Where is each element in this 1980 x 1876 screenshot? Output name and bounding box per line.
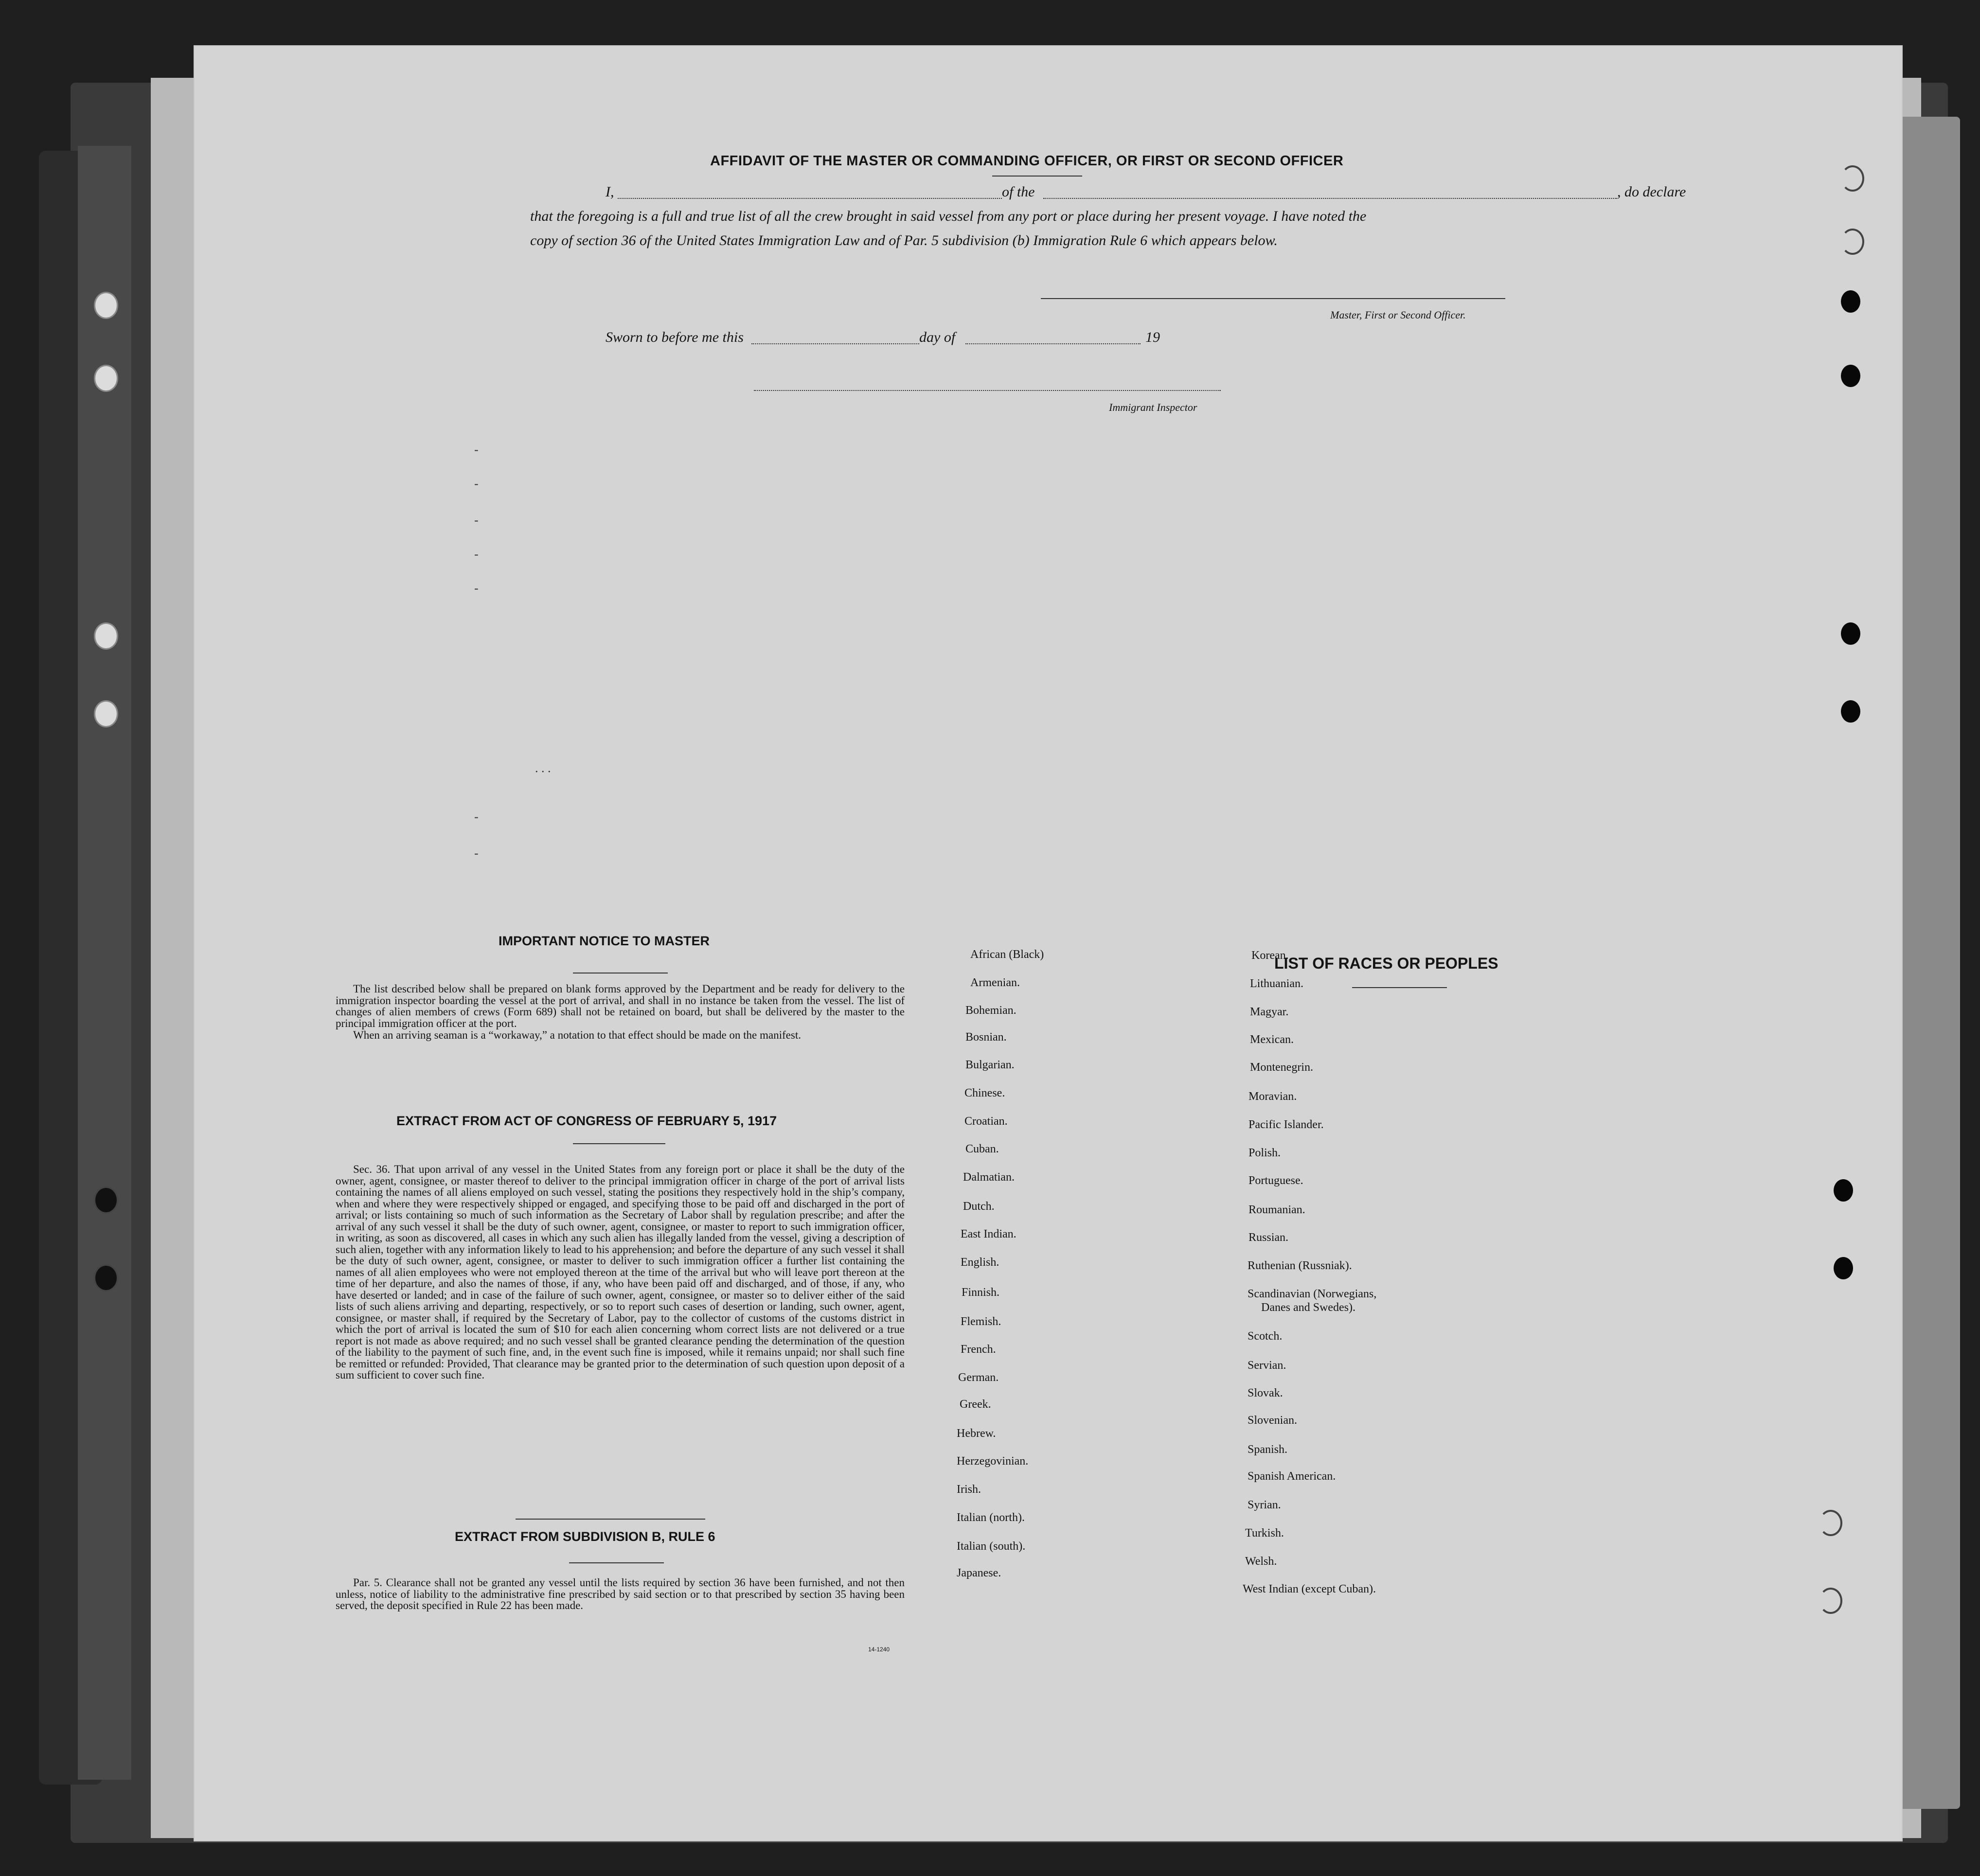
binder-hole-strip	[78, 146, 131, 1780]
race-item: Finnish.	[962, 1286, 1000, 1299]
binder-hole	[94, 622, 118, 650]
race-item: Italian (north).	[957, 1511, 1025, 1524]
race-item: Slovenian.	[1248, 1414, 1297, 1427]
race-item: German.	[958, 1371, 999, 1384]
stray-mark: -	[474, 547, 479, 561]
race-item: Greek.	[960, 1398, 991, 1411]
divider	[573, 1143, 665, 1144]
race-item: Croatian.	[964, 1115, 1008, 1128]
signature-line[interactable]	[1041, 298, 1505, 299]
race-item: Montenegrin.	[1250, 1061, 1313, 1074]
stray-mark: -	[474, 581, 479, 595]
race-item: Dutch.	[963, 1200, 995, 1213]
act-extract-heading: EXTRACT FROM ACT OF CONGRESS OF FEBRUARY 5, 1917	[396, 1114, 777, 1128]
race-item: Syrian.	[1248, 1499, 1281, 1511]
race-item: Hebrew.	[957, 1427, 996, 1440]
affidavit-i-label: I,	[606, 184, 614, 200]
binder-hole	[94, 365, 118, 392]
race-item: Magyar.	[1250, 1006, 1289, 1018]
binder-hole	[94, 292, 118, 319]
race-item: Portuguese.	[1249, 1174, 1303, 1187]
race-item: Moravian.	[1249, 1090, 1297, 1103]
race-item: Mexican.	[1250, 1033, 1294, 1046]
sworn-day-field[interactable]	[751, 343, 919, 344]
punch-hole	[1841, 290, 1860, 313]
manifest-back-page	[195, 46, 1902, 1841]
notice-paragraph-2: When an arriving seaman is a “workaway,” a notation to that effect should be made on the manifest.	[353, 1029, 801, 1041]
race-item: Herzegovinian.	[957, 1455, 1029, 1468]
race-item: Spanish.	[1248, 1443, 1288, 1456]
race-item: Scotch.	[1248, 1330, 1283, 1343]
races-heading: LIST OF RACES OR PEOPLES	[1274, 955, 1498, 972]
punch-hole	[1841, 165, 1864, 192]
race-item: Cuban.	[965, 1143, 999, 1155]
race-item: Welsh.	[1245, 1555, 1277, 1568]
affidavit-line-3: copy of section 36 of the United States Immigration Law and of Par. 5 subdivision (b) Immigration Rule 6 which appears below.	[530, 232, 1278, 248]
race-item: Chinese.	[964, 1087, 1005, 1099]
race-item: West Indian (except Cuban).	[1243, 1583, 1376, 1595]
notice-heading: IMPORTANT NOTICE TO MASTER	[499, 934, 710, 948]
affidavit-title: AFFIDAVIT OF THE MASTER OR COMMANDING OFFICER, OR FIRST OR SECOND OFFICER	[710, 153, 1344, 169]
stray-mark: . . .	[535, 761, 551, 775]
stray-mark: -	[474, 513, 479, 527]
race-item: Dalmatian.	[963, 1171, 1015, 1184]
signature-caption: Master, First or Second Officer.	[1330, 309, 1466, 321]
binder-hole	[94, 700, 118, 727]
inspector-caption: Immigrant Inspector	[1109, 401, 1197, 413]
divider	[1352, 987, 1447, 988]
race-item: Roumanian.	[1249, 1203, 1305, 1216]
punch-hole	[1841, 700, 1860, 723]
race-item: East Indian.	[961, 1228, 1017, 1240]
sworn-label: Sworn to before me this	[606, 329, 744, 345]
race-item: Ruthenian (Russniak).	[1248, 1259, 1352, 1272]
stray-mark: -	[474, 810, 479, 824]
race-item: French.	[961, 1343, 996, 1356]
binder-hole	[94, 1264, 118, 1292]
form-code: 14-1240	[868, 1646, 890, 1653]
divider	[569, 1562, 664, 1563]
notice-paragraph-1: The list described below shall be prepared on blank forms approved by the Department and be ready for delivery to the immigration inspector boarding the vessel at the port of arrival, and shall in no instance be taken from the vessel. The list of changes of alien members of crews (Form 689) shall not be retained on board, but shall be delivered by the master to the principal immigration officer at the port.	[336, 983, 905, 1029]
name-field[interactable]	[618, 198, 1002, 199]
race-item: Danes and Swedes).	[1261, 1301, 1356, 1314]
punch-hole	[1841, 622, 1860, 645]
race-item: Spanish American.	[1248, 1470, 1336, 1483]
race-item: Servian.	[1248, 1359, 1286, 1372]
race-item: African (Black)	[970, 948, 1044, 961]
race-item: Bulgarian.	[965, 1059, 1015, 1071]
race-item: Turkish.	[1245, 1527, 1284, 1540]
sworn-month-field[interactable]	[965, 343, 1141, 344]
race-item: Russian.	[1249, 1231, 1289, 1244]
race-item: Lithuanian.	[1250, 977, 1303, 990]
race-item: Scandinavian (Norwegians,	[1248, 1288, 1377, 1300]
punch-hole	[1834, 1179, 1853, 1202]
race-item: Pacific Islander.	[1249, 1118, 1324, 1131]
punch-hole	[1841, 229, 1864, 255]
race-item: Armenian.	[970, 976, 1020, 989]
sworn-day-of-label: day of	[919, 329, 956, 345]
binder-hole	[94, 1186, 118, 1214]
punch-hole	[1834, 1257, 1853, 1279]
race-item: Slovak.	[1248, 1387, 1283, 1399]
race-item: Flemish.	[961, 1315, 1001, 1328]
punch-hole	[1841, 365, 1860, 387]
race-item: Italian (south).	[957, 1540, 1026, 1553]
punch-hole	[1819, 1510, 1842, 1536]
rule-extract-text: Par. 5. Clearance shall not be granted any vessel until the lists required by section 36 have been furnished, and not then unless, notice of liability to the administrative fine prescribed by said section or to that prescribed by section 35 having been served, the deposit specified in Rule 22 has been made.	[336, 1576, 905, 1611]
stray-mark: -	[474, 442, 479, 457]
affidavit-of-the-label: of the	[1002, 184, 1035, 200]
punch-hole	[1819, 1588, 1842, 1614]
divider	[516, 1519, 705, 1520]
race-item: Polish.	[1249, 1147, 1281, 1159]
divider	[992, 176, 1082, 177]
affidavit-declare-label: , do declare	[1617, 184, 1686, 200]
stray-mark: -	[474, 846, 479, 860]
vessel-field[interactable]	[1043, 198, 1617, 199]
rule-extract-heading: EXTRACT FROM SUBDIVISION B, RULE 6	[455, 1529, 715, 1544]
race-item: Korean.	[1251, 949, 1289, 962]
race-item: Bosnian.	[965, 1031, 1007, 1044]
race-item: Bohemian.	[965, 1004, 1017, 1017]
sworn-year-prefix: 19	[1145, 329, 1160, 345]
act-extract-text: Sec. 36. That upon arrival of any vessel in the United States from any foreign port or place it shall be the duty of the owner, agent, consignee, or master thereof to deliver to the principal immigration officer in charge of the port of arrival lists containing the names of all aliens employed on such vessel, stating the positions they respectively hold in the ship’s company, when and where they were respectively shipped or engaged, and specifying those to be paid off and discharged in the port of arrival; or lists containing so much of such information as the Secretary of Labor shall by regulation prescribe; and after the arrival of any such vessel it shall be the duty of such owner, agent, consignee, or master to report to such immigration officer, in writing, as soon as discovered, all cases in which any such alien has illegally landed from the vessel, giving a description of such alien, together with any information likely to lead to his apprehension; and before the departure of any such vessel it shall be the duty of such owner, agent, consignee, or master to deliver to such immigration officer a further list containing the names of all alien employees who were not employed thereon at the time of the arrival but who will leave port thereon at the time of her departure, and also the names of those, if any, who have been paid off and discharged, and of those, if any, who have deserted or landed; and in case of the failure of such owner, agent, consignee, or master so to deliver either of the said lists of such aliens arriving and departing, respectively, or so to report such cases of desertion or landing, such owner, agent, consignee, or master shall, if required by the Secretary of Labor, pay to the collector of customs of the customs district in which the port of arrival is located the sum of $10 for each alien concerning whom correct lists are not delivered or a true report is not made as above required; and no such vessel shall be granted clearance pending the determination of the question of the liability to the payment of such fine, and, in the event such fine is imposed, while it remains unpaid; nor shall such fine be remitted or refunded: Provided, That clearance may be granted prior to the determination of such question upon deposit of a sum sufficient to cover such fine.	[336, 1163, 905, 1381]
inspector-signature-field[interactable]	[754, 390, 1221, 391]
race-item: English.	[961, 1256, 999, 1269]
affidavit-line-2: that the foregoing is a full and true list of all the crew brought in said vessel from any port or place during her present voyage. I have noted the	[530, 208, 1367, 224]
stray-mark: -	[474, 477, 479, 491]
race-item: Irish.	[957, 1483, 981, 1496]
race-item: Japanese.	[957, 1567, 1001, 1579]
